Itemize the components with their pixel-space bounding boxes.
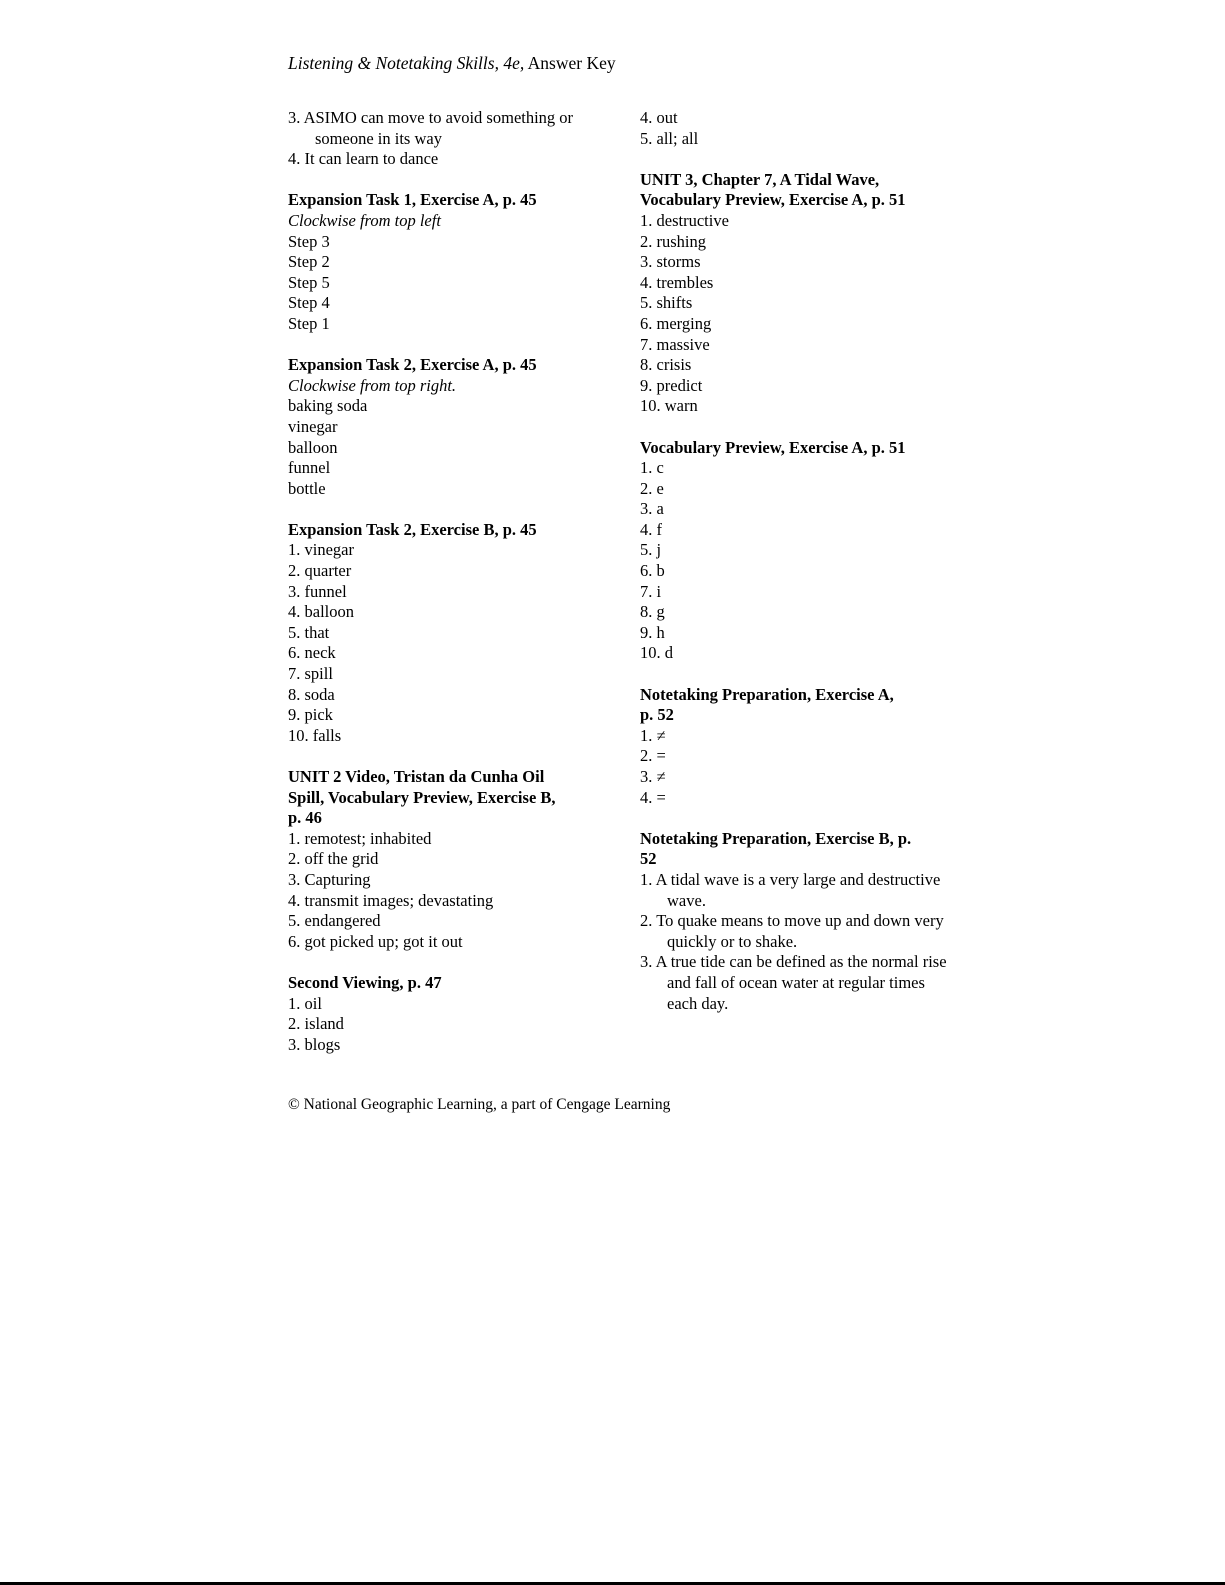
list-item: 1. oil — [288, 993, 322, 1013]
list-item: 1. destructive — [640, 210, 729, 230]
list-item: 8. soda — [288, 684, 335, 704]
list-item: funnel — [288, 458, 331, 478]
list-item: 3. A true tide can be defined as the normal rise and fall of ocean water at regular times each day. — [640, 952, 947, 1013]
list-item: baking soda — [288, 396, 368, 416]
list-item: 7. spill — [288, 664, 333, 684]
section-heading: Expansion Task 2, Exercise B, p. 45 — [288, 519, 537, 539]
list-item: 4. trembles — [640, 272, 714, 292]
list-item: 8. crisis — [640, 355, 692, 375]
book-title: Listening & Notetaking Skills, 4e, — [288, 53, 525, 73]
section-heading: Notetaking Preparation, Exercise B, p. — [640, 828, 912, 848]
list-item: 6. neck — [288, 643, 336, 663]
list-item: 1. remotest; inhabited — [288, 828, 432, 848]
section-heading: Expansion Task 2, Exercise A, p. 45 — [288, 355, 537, 375]
list-item: 10. d — [640, 643, 673, 663]
section-heading: UNIT 2 Video, Tristan da Cunha Oil — [288, 767, 545, 786]
copyright-footer: © National Geographic Learning, a part of Cengage Learning — [288, 1096, 671, 1113]
list-item: bottle — [288, 478, 326, 498]
section-heading: p. 52 — [640, 705, 674, 725]
right-column — [640, 108, 950, 1014]
list-item: 4. out — [640, 108, 678, 127]
list-item: Step 1 — [288, 313, 330, 333]
list-item: 2. island — [288, 1014, 344, 1034]
list-item: Step 2 — [288, 252, 330, 272]
list-item: 2. rushing — [640, 231, 706, 251]
list-item: 4. f — [640, 519, 662, 539]
left-column — [288, 108, 618, 1055]
section-heading: Vocabulary Preview, Exercise A, p. 51 — [640, 190, 906, 210]
list-item: 8. g — [640, 602, 665, 622]
list-item: 4. balloon — [288, 602, 354, 622]
list-item: 4. transmit images; devastating — [288, 890, 494, 910]
list-item: 1. c — [640, 458, 664, 478]
section-heading: Second Viewing, p. 47 — [288, 972, 442, 992]
list-item: 3. ≠ — [640, 767, 666, 786]
list-item: 10. warn — [640, 396, 698, 416]
list-item: 2. off the grid — [288, 849, 379, 869]
list-item: 1. vinegar — [288, 540, 354, 560]
list-item: 6. b — [640, 561, 665, 581]
list-item: 5. endangered — [288, 911, 381, 931]
list-item: 6. merging — [640, 313, 712, 333]
list-item: 3. funnel — [288, 581, 347, 601]
list-item: 7. i — [640, 581, 662, 601]
list-item: 3. ASIMO can move to avoid something or someone in its way — [288, 108, 574, 148]
list-item: 6. got picked up; got it out — [288, 931, 463, 951]
list-item: Step 4 — [288, 293, 330, 313]
list-item: 3. storms — [640, 252, 701, 272]
section-heading: p. 46 — [288, 808, 322, 828]
list-item: 1. ≠ — [640, 725, 666, 745]
list-item: 2. e — [640, 478, 664, 498]
section-heading: 52 — [640, 849, 657, 869]
list-item: 7. massive — [640, 334, 710, 354]
list-item: 2. To quake means to move up and down very quickly or to shake. — [640, 911, 944, 951]
section-note: Clockwise from top right. — [288, 375, 457, 395]
section-note: Clockwise from top left — [288, 210, 441, 230]
list-item: 5. all; all — [640, 128, 699, 148]
section-heading: Spill, Vocabulary Preview, Exercise B, — [288, 787, 556, 807]
list-item: 9. predict — [640, 375, 703, 395]
list-item: 3. blogs — [288, 1034, 341, 1054]
section-heading: Notetaking Preparation, Exercise A, — [640, 684, 894, 704]
list-item: 5. shifts — [640, 293, 693, 313]
list-item: 4. It can learn to dance — [288, 149, 439, 169]
list-item: 4. = — [640, 787, 666, 807]
list-item: 1. A tidal wave is a very large and destructive wave. — [640, 869, 941, 910]
list-item: Step 5 — [288, 272, 330, 292]
list-item: 3. Capturing — [288, 869, 371, 889]
list-item: balloon — [288, 437, 338, 457]
list-item: vinegar — [288, 416, 338, 436]
section-heading: Vocabulary Preview, Exercise A, p. 51 — [640, 437, 906, 457]
list-item: 5. j — [640, 540, 662, 560]
list-item: 5. that — [288, 622, 330, 642]
list-item: 9. h — [640, 622, 665, 642]
list-item: 2. quarter — [288, 561, 352, 581]
list-item: 9. pick — [288, 705, 333, 725]
list-item: 10. falls — [288, 725, 342, 745]
list-item: 3. a — [640, 499, 664, 519]
page-header — [288, 52, 616, 74]
section-heading: Expansion Task 1, Exercise A, p. 45 — [288, 190, 537, 210]
section-heading: UNIT 3, Chapter 7, A Tidal Wave, — [640, 169, 880, 189]
header-suffix: Answer Key — [527, 53, 616, 73]
list-item: 2. = — [640, 746, 666, 766]
list-item: Step 3 — [288, 231, 330, 251]
